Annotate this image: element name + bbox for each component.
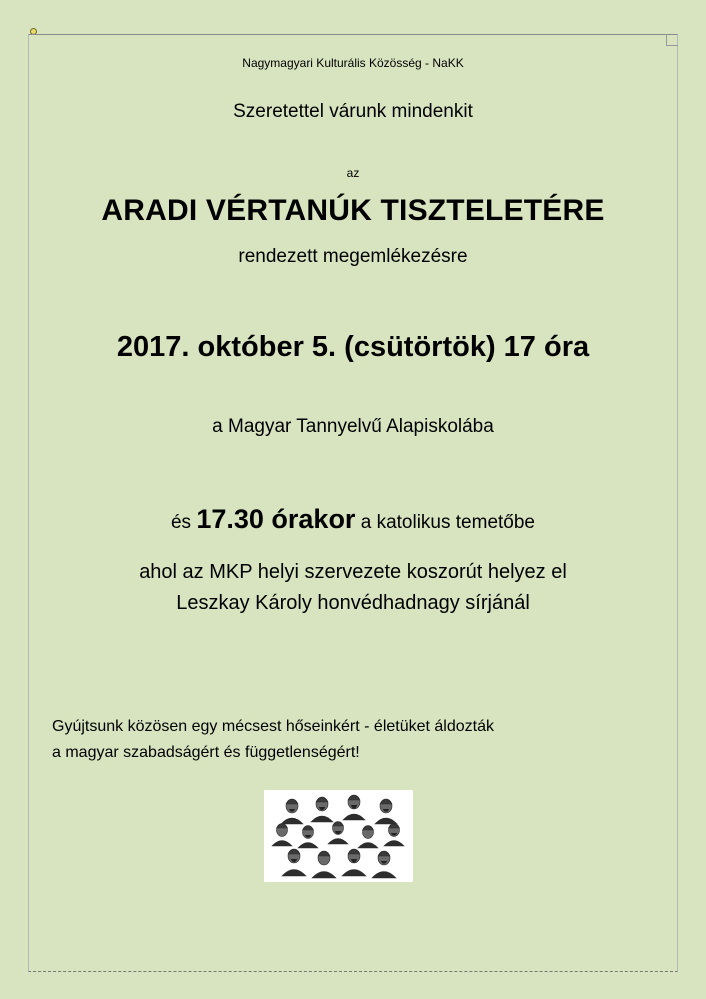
page-fold-icon bbox=[666, 34, 678, 46]
event-title: ARADI VÉRTANÚK TISZTELETÉRE bbox=[101, 194, 605, 227]
invitation-text: Szeretettel várunk mindenkit bbox=[233, 101, 473, 122]
organization-name: Nagymagyari Kulturális Közösség - NaKK bbox=[242, 56, 464, 70]
portrait-head bbox=[342, 849, 366, 876]
wreath-text-line-1: ahol az MKP helyi szervezete koszorút helyez el bbox=[139, 561, 567, 583]
article-text: az bbox=[346, 166, 360, 180]
event-location-cemetery bbox=[0, 504, 706, 535]
cemetery-prefix: és bbox=[170, 512, 197, 533]
portrait-head bbox=[343, 795, 365, 820]
portrait-head bbox=[384, 824, 404, 847]
portrait-head bbox=[358, 826, 378, 849]
portrait-head bbox=[375, 799, 397, 824]
event-location-school: a Magyar Tannyelvű Alapiskolába bbox=[212, 416, 494, 437]
portrait-head bbox=[372, 851, 396, 878]
martyrs-portrait-image bbox=[264, 790, 413, 882]
cemetery-time: 17.30 órakor bbox=[196, 504, 356, 534]
portrait-head bbox=[311, 797, 333, 822]
portrait-head bbox=[272, 824, 292, 847]
candle-call-line-1: Gyújtsunk közösen egy mécsest hőseinkért - életüket áldozták bbox=[52, 718, 494, 735]
event-date: 2017. október 5. (csütörtök) 17 óra bbox=[116, 331, 590, 363]
portrait-head bbox=[282, 849, 306, 876]
portrait-head bbox=[281, 799, 303, 824]
portrait-head bbox=[312, 851, 336, 878]
candle-call-line-2: a magyar szabadságért és függetlenségért! bbox=[52, 744, 360, 761]
portrait-head bbox=[328, 822, 348, 845]
cemetery-suffix: a katolikus temetőbe bbox=[355, 512, 535, 533]
wreath-text-line-2: Leszkay Károly honvédhadnagy sírjánál bbox=[176, 592, 530, 614]
portrait-head bbox=[298, 826, 318, 849]
portraits-engraving-icon bbox=[264, 790, 413, 882]
event-subtitle: rendezett megemlékezésre bbox=[238, 246, 468, 267]
